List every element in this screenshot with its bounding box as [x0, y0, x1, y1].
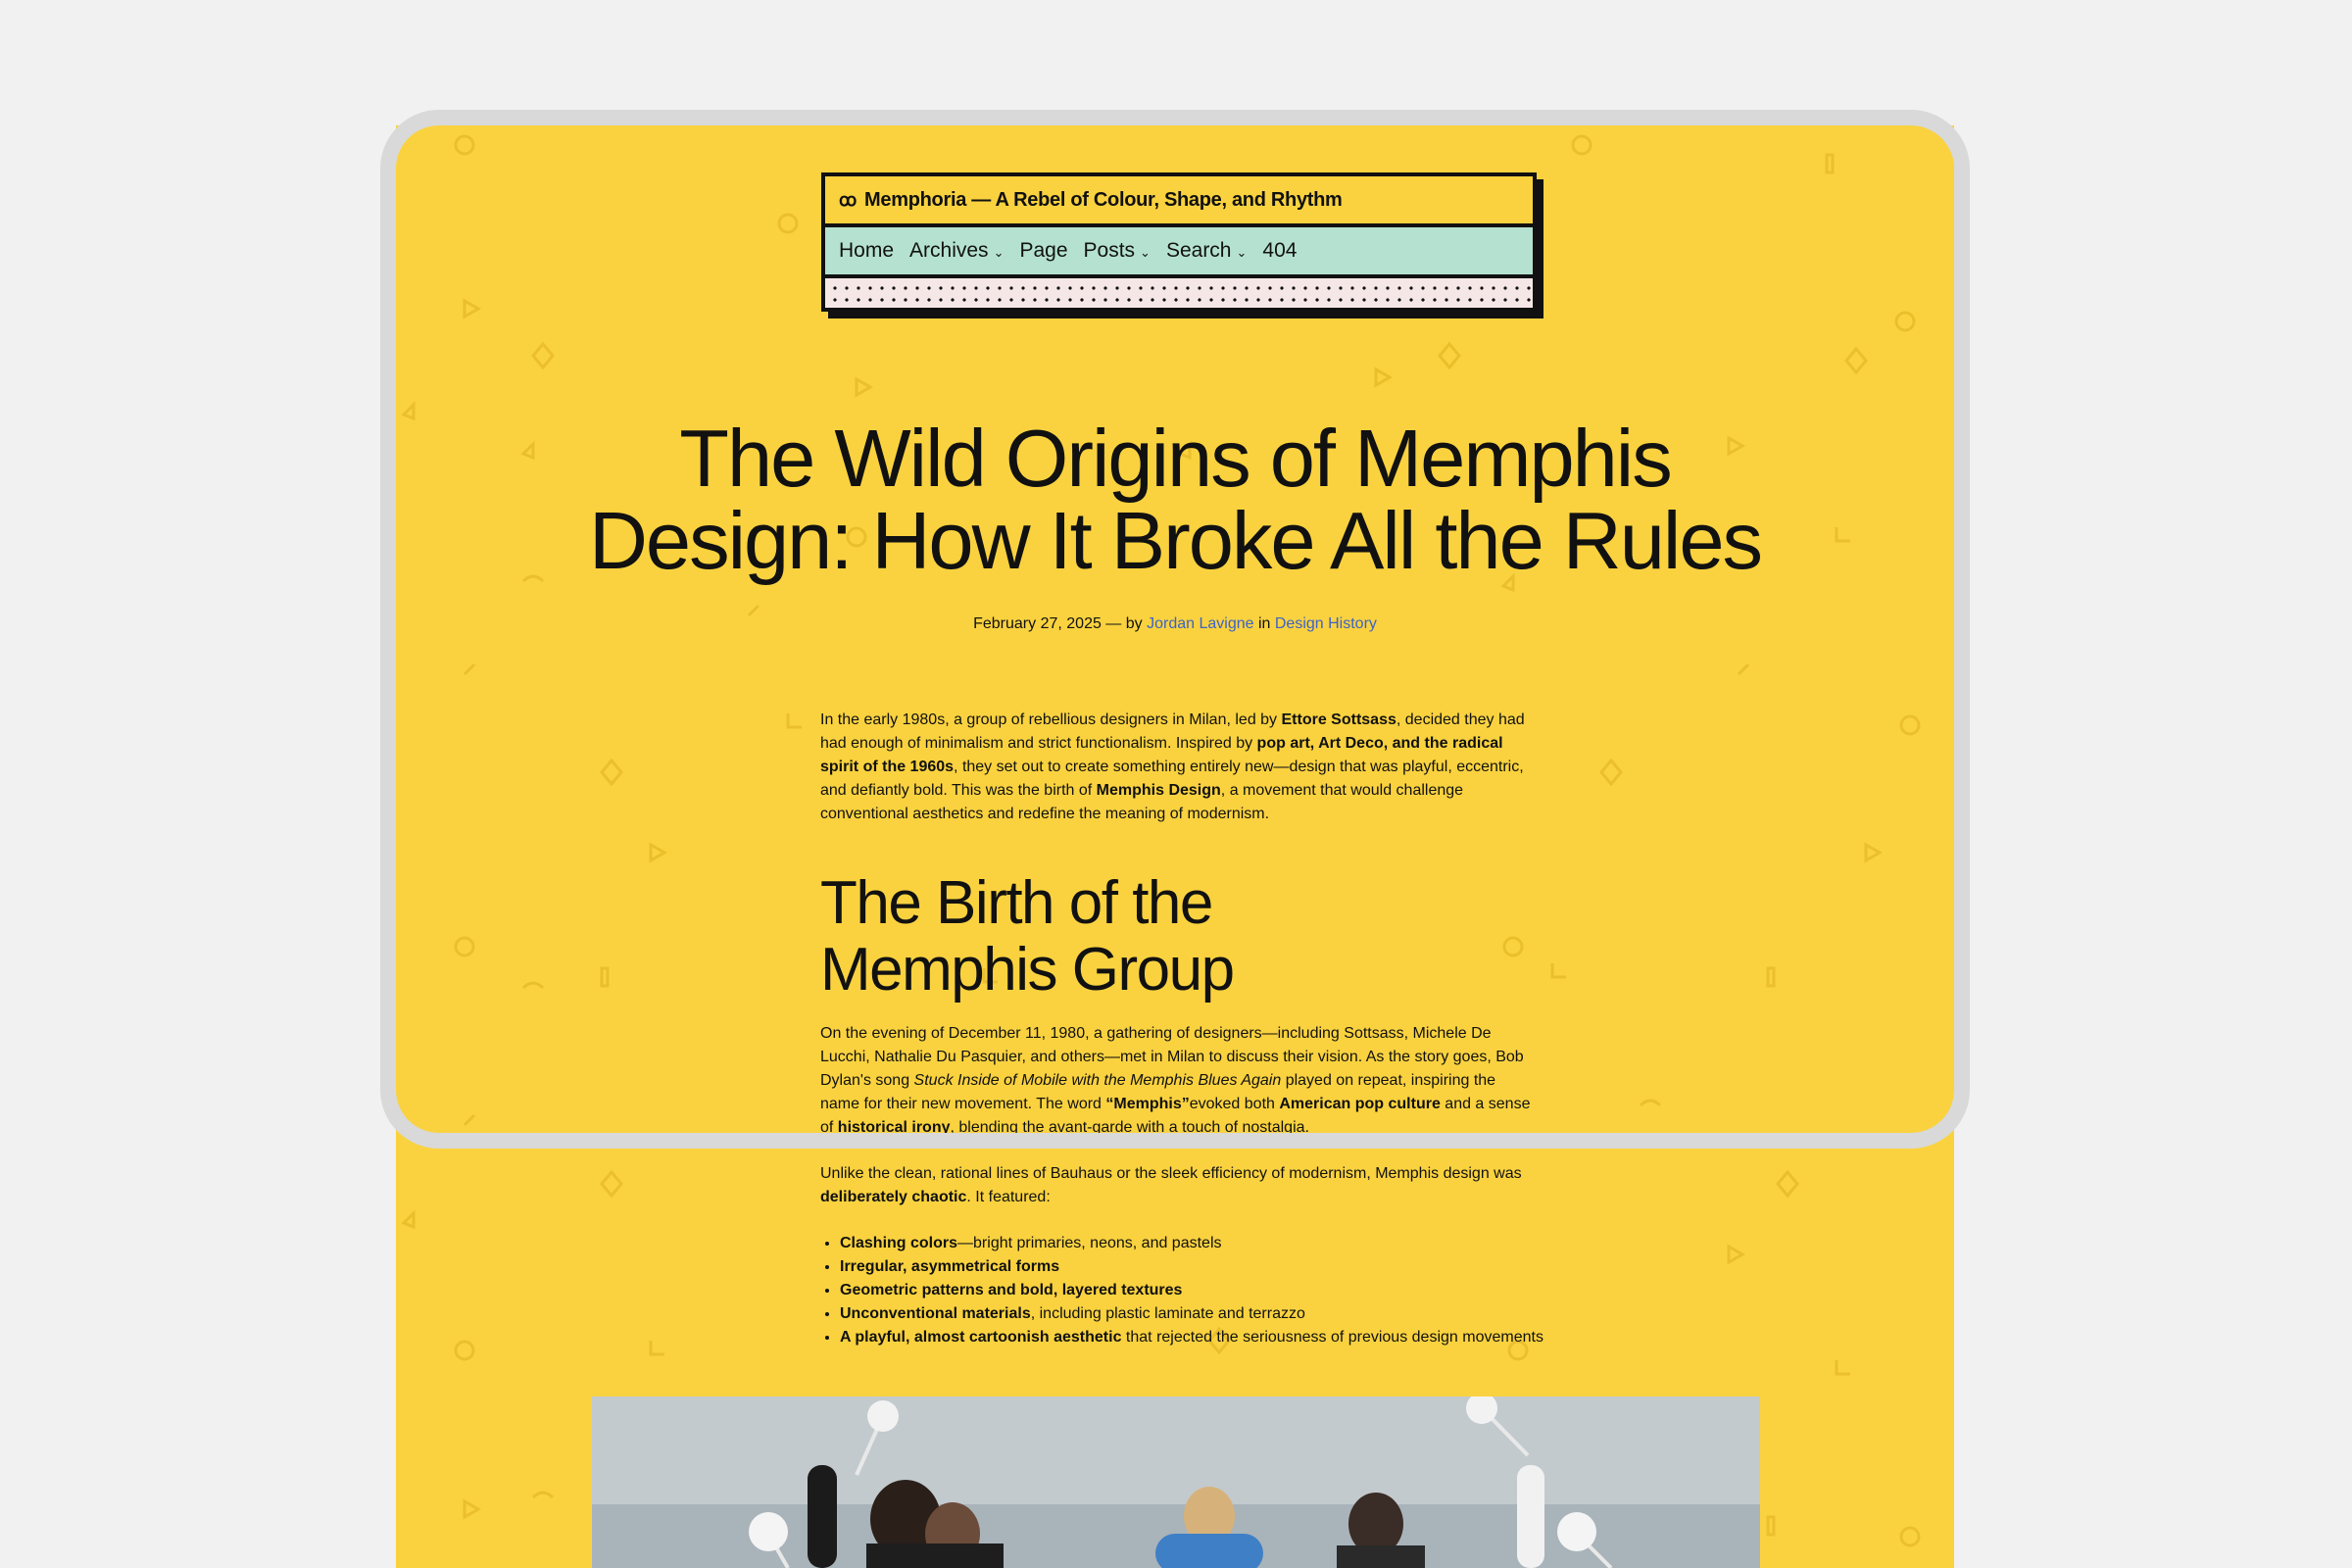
text-run: , blending the avant-garde with a touch of nostalgia.	[950, 1119, 1309, 1136]
section-heading-line-2: Memphis Group	[820, 936, 1234, 1004]
section-heading	[820, 870, 1531, 1004]
list-item	[840, 1302, 1550, 1326]
nav-item-page[interactable]	[1019, 239, 1067, 263]
nav-label-archives[interactable]: Archives	[909, 239, 989, 262]
bold-run: Ettore Sottsass	[1281, 711, 1396, 728]
post-title-line-2: Design: How It Broke All the Rules	[588, 495, 1761, 586]
list-item-text: , including plastic laminate and terrazzo	[1030, 1305, 1305, 1322]
list-item-bold: Irregular, asymmetrical forms	[840, 1258, 1060, 1275]
text-run: played on repeat, inspiring the name for their new movement. The word	[820, 1072, 1496, 1112]
text-run: evoked both	[1189, 1096, 1280, 1112]
nav-label-page[interactable]: Page	[1019, 239, 1068, 262]
bold-run: pop art, Art Deco, and the radical spirit of the 1960s	[820, 735, 1503, 775]
section-heading-line-1: The Birth of the	[820, 869, 1212, 937]
text-run: , they set out to create something entirely new—design that was playful, eccentric, and defiantly bold. This was the birth of	[820, 759, 1524, 799]
nav-label-404[interactable]: 404	[1262, 239, 1298, 262]
nav-item-home[interactable]	[839, 239, 894, 263]
bold-run: “Memphis”	[1105, 1096, 1190, 1112]
nav-label-search[interactable]: Search	[1165, 239, 1232, 262]
nav-item-archives[interactable]	[909, 239, 1004, 263]
list-item-bold: A playful, almost cartoonish aesthetic	[840, 1329, 1122, 1346]
meta-in-text: in	[1253, 615, 1275, 632]
dotted-pattern-strip	[825, 278, 1533, 308]
author-link[interactable]: Jordan Lavigne	[1147, 615, 1254, 632]
text-run: . It featured:	[966, 1189, 1051, 1205]
list-item-bold: Unconventional materials	[840, 1305, 1031, 1322]
list-item	[840, 1255, 1550, 1279]
text-run: In the early 1980s, a group of rebellious designers in Milan, led by	[820, 711, 1282, 728]
site-title-text[interactable]: Memphoria — A Rebel of Colour, Shape, and Rhythm	[864, 188, 1343, 211]
list-item-text: —bright primaries, neons, and pastels	[957, 1235, 1222, 1251]
text-run: , a movement that would challenge conventional aesthetics and redefine the meaning of modernism.	[820, 782, 1464, 822]
text-run: Unlike the clean, rational lines of Bauhaus or the sleek efficiency of modernism, Memphis design was	[820, 1165, 1522, 1182]
page-background	[396, 125, 1954, 1568]
text-run: , decided they had had enough of minimalism and strict functionalism. Inspired by	[820, 711, 1525, 752]
site-logo-icon: ꝏ	[839, 189, 858, 210]
nav-label-home[interactable]: Home	[839, 239, 895, 262]
meta-by-text: — by	[1101, 615, 1148, 632]
post-date: February 27, 2025	[973, 615, 1102, 632]
post-title	[543, 413, 1807, 586]
list-item	[840, 1279, 1550, 1302]
bold-run: Memphis Design	[1096, 782, 1221, 799]
chevron-down-icon[interactable]: ⌄	[1236, 244, 1248, 260]
bold-run: historical irony	[837, 1119, 951, 1136]
nav-item-404[interactable]	[1262, 239, 1297, 263]
photo-illustration	[592, 1396, 1760, 1568]
italic-song-title: Stuck Inside of Mobile with the Memphis Blues Again	[913, 1072, 1282, 1089]
nav-label-posts[interactable]: Posts	[1083, 239, 1136, 262]
list-item	[840, 1232, 1550, 1255]
memphis-group-photo	[592, 1396, 1760, 1568]
list-item-bold: Clashing colors	[840, 1235, 958, 1251]
memphis-group-paragraph	[820, 1022, 1531, 1140]
chevron-down-icon[interactable]: ⌄	[993, 244, 1004, 260]
site-header	[821, 172, 1537, 312]
bold-run: American pop culture	[1279, 1096, 1441, 1112]
features-list	[820, 1232, 1550, 1349]
list-item	[840, 1326, 1550, 1349]
post-title-line-1: The Wild Origins of Memphis	[679, 413, 1671, 504]
list-item-text: that rejected the seriousness of previous design movements	[1121, 1329, 1544, 1346]
post-meta	[543, 615, 1807, 633]
list-item-bold: Geometric patterns and bold, layered textures	[840, 1282, 1183, 1298]
category-link[interactable]: Design History	[1274, 615, 1377, 632]
bold-run: deliberately chaotic	[820, 1189, 967, 1205]
features-intro-paragraph	[820, 1162, 1531, 1209]
text-run: and a sense of	[820, 1096, 1531, 1136]
site-title[interactable]	[825, 176, 1533, 227]
nav-item-posts[interactable]	[1084, 239, 1151, 263]
main-navigation	[825, 227, 1533, 278]
nav-item-search[interactable]	[1166, 239, 1247, 263]
chevron-down-icon[interactable]: ⌄	[1140, 244, 1151, 260]
text-run: On the evening of December 11, 1980, a gathering of designers—including Sottsass, Michele De Lucchi, Nathalie Du Pasquier, and others—met in Milan to discuss their vision. As the story goes, Bob Dylan's song	[820, 1025, 1524, 1089]
intro-paragraph	[820, 709, 1531, 826]
